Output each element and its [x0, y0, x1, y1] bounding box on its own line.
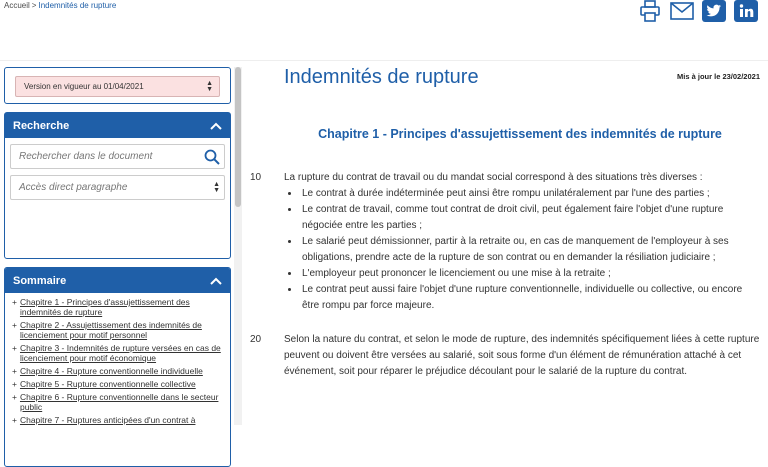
- main-content: [250, 60, 760, 425]
- breadcrumb-separator: >: [31, 1, 37, 10]
- toc-item-link[interactable]: Chapitre 3 - Indemnités de rupture versées en cas de licenciement pour motif économique: [19, 343, 221, 363]
- search-panel: [4, 112, 231, 259]
- scrollbar-thumb[interactable]: [235, 67, 241, 207]
- bullet-item: • Le contrat peut aussi faire l'objet d'une rupture conventionnelle, individuelle ou collective, ou encore être rompu par force majeure.: [300, 282, 760, 314]
- expand-plus-icon[interactable]: +: [12, 366, 17, 376]
- breadcrumb: [4, 1, 116, 10]
- linkedin-icon[interactable]: [734, 0, 758, 22]
- toc-item-link[interactable]: Chapitre 2 - Assujettissement des indemnités de licenciement pour motif personnel: [19, 320, 202, 340]
- toc-item[interactable]: [12, 379, 225, 389]
- paragraph-text: Selon la nature du contrat, et selon le mode de rupture, des indemnités spécifiquement liées à cette rupture peuvent ou doivent être versées au salarié, soit sous forme d'un élément de rémunération attaché à cet événement, soit pour réparer le préjudice découlant pour le salarié de la rupture du contrat.: [284, 334, 760, 377]
- page-title: Indemnités de rupture: [284, 66, 479, 88]
- expand-plus-icon[interactable]: +: [12, 297, 17, 307]
- expand-plus-icon[interactable]: +: [12, 343, 17, 353]
- bullet-item: • Le contrat de travail, comme tout contrat de droit civil, peut également faire l'objet d'une rupture négociée entre les parties ;: [300, 202, 760, 234]
- search-panel-title: Recherche: [13, 119, 70, 132]
- toc-item-link[interactable]: Chapitre 5 - Rupture conventionnelle collective: [19, 379, 196, 389]
- toc-item[interactable]: [12, 366, 225, 376]
- toc-item-link[interactable]: Chapitre 6 - Rupture conventionnelle dans le secteur public: [19, 392, 219, 412]
- updated-date: Mis à jour le 23/02/2021: [677, 72, 760, 81]
- select-caret-icon: ▲ ▼: [206, 79, 213, 93]
- expand-plus-icon[interactable]: +: [12, 415, 17, 425]
- mail-icon[interactable]: [670, 0, 694, 22]
- search-panel-header[interactable]: [5, 113, 230, 138]
- bullet-item: • L'employeur peut prononcer le licenciement ou une mise à la retraite ;: [300, 266, 760, 282]
- paragraph-select[interactable]: [10, 175, 225, 200]
- toc-item-link[interactable]: Chapitre 7 - Ruptures anticipées d'un contrat à: [19, 415, 196, 425]
- toc-panel: [4, 267, 231, 467]
- select-caret-icon: ▲ ▼: [213, 180, 220, 194]
- share-tools: [638, 0, 758, 22]
- search-icon[interactable]: [204, 149, 220, 165]
- breadcrumb-current[interactable]: Indemnités de rupture: [38, 1, 117, 10]
- search-placeholder: Rechercher dans le document: [19, 151, 153, 162]
- paragraph-intro: La rupture du contrat de travail ou du mandat social correspond à des situations très diverses :: [284, 172, 703, 183]
- bullet-item: • Le contrat à durée indéterminée peut ainsi être rompu unilatéralement par l'une des parties ;: [300, 186, 760, 202]
- expand-plus-icon[interactable]: +: [12, 320, 17, 330]
- chapter-title: Chapitre 1 - Principes d'assujettissement des indemnités de rupture: [318, 127, 722, 141]
- paragraph-20: [250, 332, 760, 380]
- chevron-up-icon[interactable]: [210, 122, 222, 130]
- sidebar-scrollbar[interactable]: [234, 67, 242, 425]
- top-bar: [0, 0, 768, 60]
- version-label: Version en vigueur au 01/04/2021: [24, 82, 144, 91]
- bullet-list: [300, 186, 760, 314]
- toc-panel-header[interactable]: [5, 268, 230, 293]
- toc-item[interactable]: [12, 343, 225, 363]
- version-select[interactable]: [15, 76, 220, 97]
- version-panel: [4, 67, 231, 104]
- toc-item-link[interactable]: Chapitre 4 - Rupture conventionnelle individuelle: [19, 366, 203, 376]
- toc-panel-title: Sommaire: [13, 274, 67, 287]
- toc-item[interactable]: [12, 320, 225, 340]
- toc-item[interactable]: [12, 392, 225, 412]
- print-icon[interactable]: [638, 0, 662, 22]
- paragraph-select-label: Accès direct paragraphe: [19, 182, 128, 193]
- paragraph-number: 20: [250, 334, 262, 345]
- toc-item-link[interactable]: Chapitre 1 - Principes d'assujettissement des indemnités de rupture: [19, 297, 190, 317]
- paragraph-number: 10: [250, 172, 262, 183]
- search-input[interactable]: [10, 144, 225, 169]
- twitter-icon[interactable]: [702, 0, 726, 22]
- sidebar: [4, 67, 231, 425]
- toc-item[interactable]: [12, 415, 225, 425]
- paragraph-10: [250, 170, 760, 314]
- breadcrumb-home[interactable]: Accueil: [4, 1, 30, 10]
- bullet-item: • Le salarié peut démissionner, partir à la retraite ou, en cas de manquement de l'employeur à ses obligations, prendre acte de la rupture de son contrat ou en demander la résiliation judiciaire ;: [300, 234, 760, 266]
- toc-item[interactable]: [12, 297, 225, 317]
- expand-plus-icon[interactable]: +: [12, 392, 17, 402]
- search-body: [5, 138, 230, 212]
- chevron-up-icon[interactable]: [210, 277, 222, 285]
- toc-list: [5, 293, 230, 425]
- expand-plus-icon[interactable]: +: [12, 379, 17, 389]
